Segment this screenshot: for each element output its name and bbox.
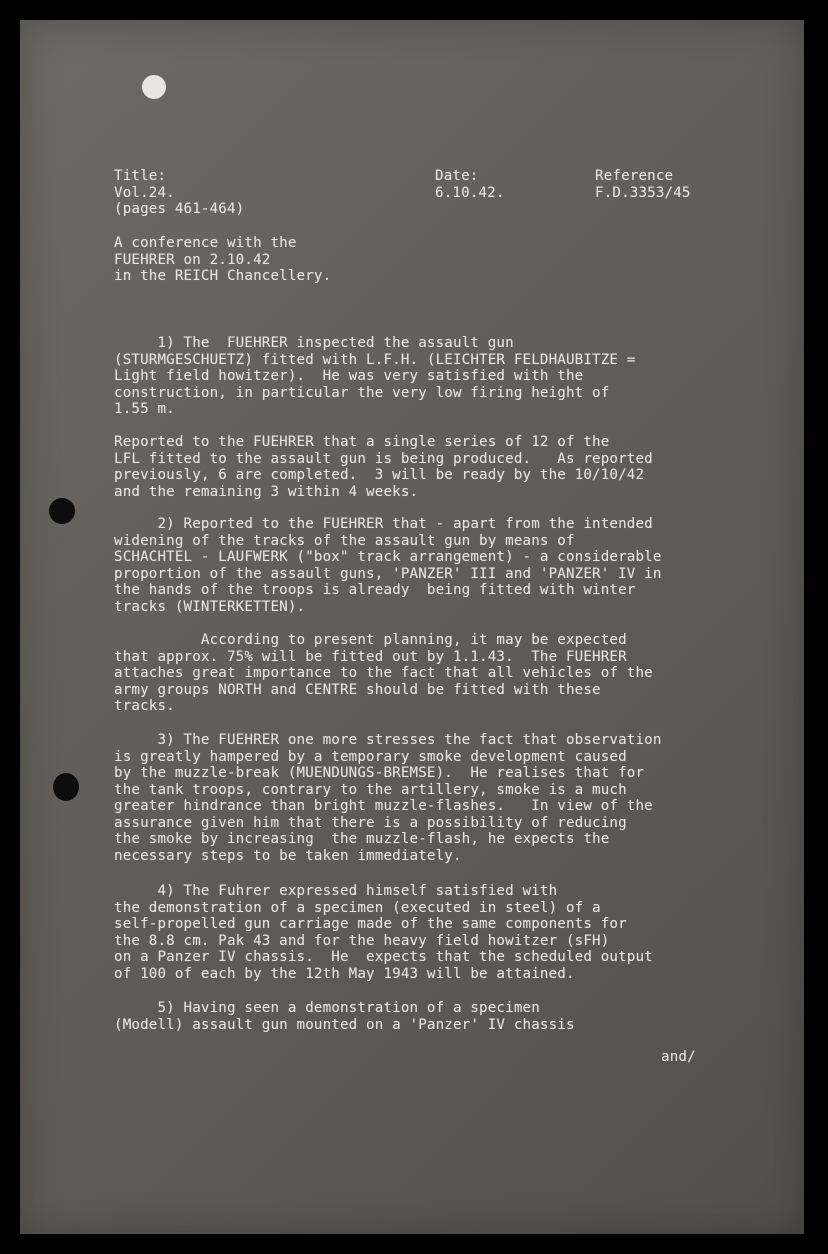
text-line: the 8.8 cm. Pak 43 and for the heavy field howitzer (sFH): [114, 932, 610, 949]
text-line: tracks.: [114, 698, 175, 714]
header-reference-block: [595, 168, 691, 201]
subject-line: FUEHRER on 2.10.42: [114, 251, 271, 268]
paragraph-2: [114, 434, 653, 500]
paragraph-6: [114, 883, 653, 982]
document-sheet: [20, 20, 804, 1234]
text-line: previously, 6 are completed. 3 will be ready by the 10/10/42: [114, 467, 645, 483]
text-line: on a Panzer IV chassis. He expects that the scheduled output: [114, 949, 653, 965]
text-line: According to present planning, it may be expected: [114, 632, 627, 648]
text-line: 5) Having seen a demonstration of a specimen: [114, 1000, 540, 1016]
text-line: Reported to the FUEHRER that a single series of 12 of the: [114, 434, 610, 450]
text-line: 1) The FUEHRER inspected the assault gun: [114, 335, 514, 351]
text-line: attaches great importance to the fact that all vehicles of the: [114, 665, 653, 681]
text-line: (STURMGESCHUETZ) fitted with L.F.H. (LEICHTER FELDHAUBITZE =: [114, 351, 636, 368]
text-line: tracks (WINTERKETTEN).: [114, 598, 306, 615]
text-line: proportion of the assault guns, 'PANZER' III and 'PANZER' IV in: [114, 565, 662, 582]
header-title-block: [114, 168, 244, 218]
text-line: of 100 of each by the 12th May 1943 will be attained.: [114, 965, 575, 982]
text-line: 3) The FUEHRER one more stresses the fact that observation: [114, 732, 662, 748]
continuation-marker: and/: [661, 1049, 696, 1065]
text-line: 1.55 m.: [114, 401, 175, 417]
paragraph-1: [114, 335, 636, 418]
text-line: the smoke by increasing the muzzle-flash, he expects the: [114, 831, 610, 847]
paragraph-4: [114, 632, 653, 715]
text-line: is greatly hampered by a temporary smoke development caused: [114, 748, 627, 765]
text-line: greater hindrance than bright muzzle-flashes. In view of the: [114, 798, 653, 814]
subject-line: in the REICH Chancellery.: [114, 268, 332, 284]
text-line: 4) The Fuhrer expressed himself satisfied with: [114, 883, 558, 899]
date-value: 6.10.42.: [435, 184, 505, 201]
text-line: SCHACHTEL - LAUFWERK ("box" track arrangement) - a considerable: [114, 549, 662, 565]
reference-value: F.D.3353/45: [595, 184, 691, 201]
text-line: construction, in particular the very low firing height of: [114, 384, 610, 401]
text-line: self-propelled gun carriage made of the same components for: [114, 916, 627, 932]
punch-hole-top: [142, 75, 166, 99]
subject-line: A conference with the: [114, 235, 297, 251]
header-date-block: [435, 168, 505, 201]
title-label: Title:: [114, 168, 167, 184]
text-line: army groups NORTH and CENTRE should be fitted with these: [114, 681, 601, 698]
text-line: the hands of the troops is already being fitted with winter: [114, 582, 636, 598]
subject-block: [114, 235, 331, 285]
punch-hole-middle: [49, 498, 75, 524]
text-line: Light field howitzer). He was very satisfied with the: [114, 368, 584, 384]
text-line: widening of the tracks of the assault gun by means of: [114, 532, 575, 549]
text-line: by the muzzle-break (MUENDUNGS-BREMSE). He realises that for: [114, 765, 645, 781]
text-line: the demonstration of a specimen (executed in steel) of a: [114, 899, 601, 916]
text-line: necessary steps to be taken immediately.: [114, 847, 462, 864]
punch-hole-lower: [53, 773, 79, 801]
paragraph-3: [114, 516, 662, 615]
reference-label: Reference: [595, 168, 674, 184]
paragraph-7: [114, 1000, 575, 1033]
paragraph-5: [114, 732, 662, 864]
page-range: (pages 461-464): [114, 201, 245, 217]
text-line: the tank troops, contrary to the artillery, smoke is a much: [114, 781, 627, 798]
volume-number: Vol.24.: [114, 184, 175, 201]
date-label: Date:: [435, 168, 479, 184]
text-line: and the remaining 3 within 4 weeks.: [114, 483, 419, 500]
text-line: that approx. 75% will be fitted out by 1.1.43. The FUEHRER: [114, 648, 627, 665]
text-line: LFL fitted to the assault gun is being produced. As reported: [114, 450, 653, 467]
text-line: assurance given him that there is a possibility of reducing: [114, 814, 627, 831]
text-line: 2) Reported to the FUEHRER that - apart from the intended: [114, 516, 653, 532]
text-line: (Modell) assault gun mounted on a 'Panzer' IV chassis: [114, 1016, 575, 1033]
